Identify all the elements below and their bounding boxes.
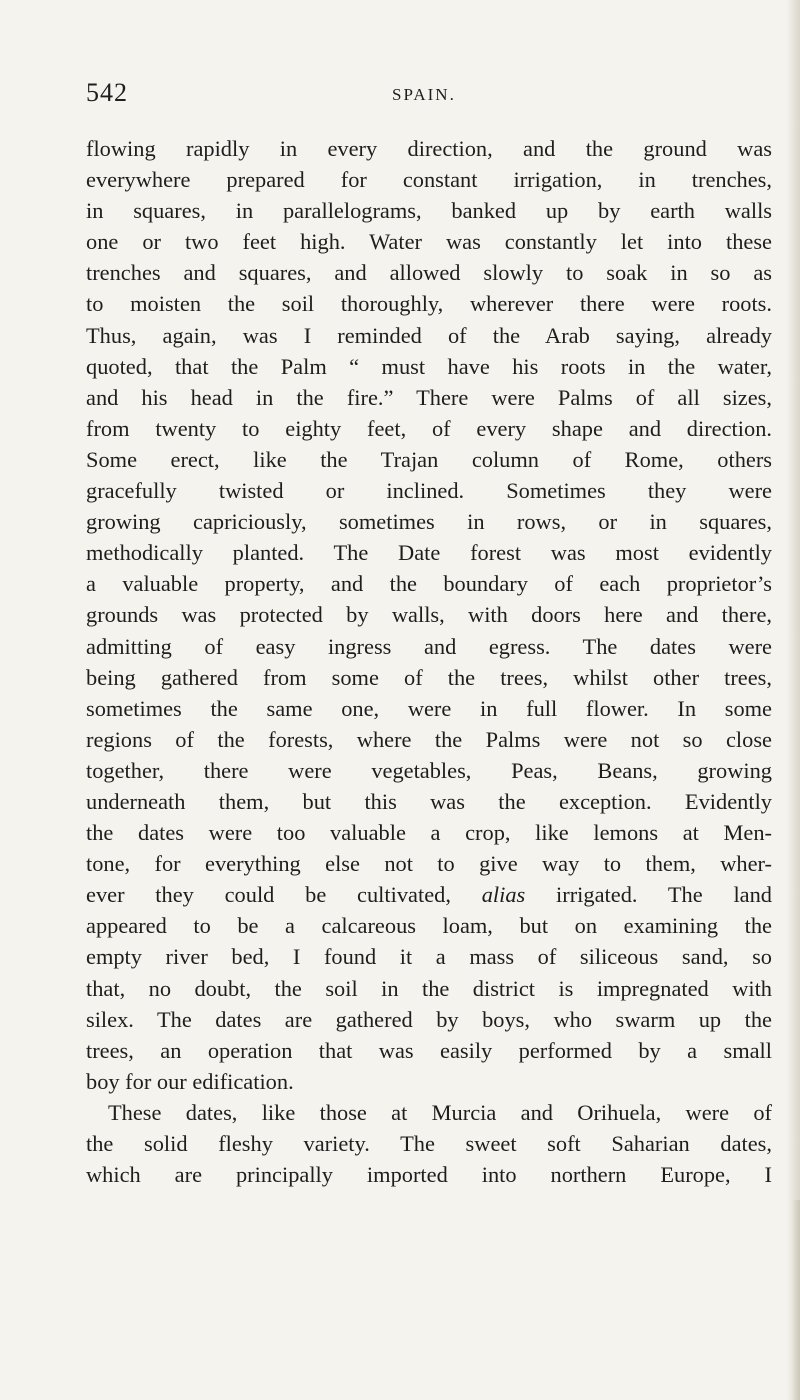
page-edge-shadow: [786, 0, 800, 1400]
text-line: to moisten the soil thoroughly, wherever there were roots.: [86, 291, 772, 317]
text-line: grounds was protected by walls, with doors here and there,: [86, 602, 772, 628]
text-line: being gathered from some of the trees, whilst other trees,: [86, 664, 772, 690]
text-line: together, there were vegetables, Peas, Beans, growing: [86, 757, 772, 783]
running-head: [86, 78, 772, 114]
text-line: trees, an operation that was easily performed by a small: [86, 1037, 772, 1063]
text-line: appeared to be a calcareous loam, but on examining the: [86, 913, 772, 939]
paragraph-end-line: boy for our edification.: [86, 1068, 294, 1094]
text-line: the solid fleshy variety. The sweet soft Saharian dates,: [86, 1131, 772, 1156]
text-line: Some erect, like the Trajan column of Rome, others: [86, 446, 772, 472]
text-line: admitting of easy ingress and egress. The dates were: [86, 633, 772, 659]
text-line: methodically planted. The Date forest was most evidently: [86, 540, 772, 566]
text-line: the dates were too valuable a crop, like lemons at Men-: [86, 820, 772, 846]
text-line: a valuable property, and the boundary of each proprietor’s: [86, 571, 772, 597]
text-line: silex. The dates are gathered by boys, who swarm up the: [86, 1006, 772, 1032]
text-line: gracefully twisted or inclined. Sometimes they were: [86, 478, 772, 504]
body-text: [86, 133, 772, 1190]
italic-word: alias: [481, 882, 526, 908]
text-line: quoted, that the Palm “ must have his roots in the water,: [86, 353, 772, 379]
running-title: SPAIN.: [392, 85, 456, 104]
text-line: flowing rapidly in every direction, and the ground was: [86, 136, 772, 161]
text-line: that, no doubt, the soil in the district is impregnated with: [86, 975, 772, 1001]
text-line: which are principally imported into northern Europe, I: [86, 1162, 772, 1188]
text-line: from twenty to eighty feet, of every shape and direction.: [86, 415, 772, 441]
text-line: tone, for everything else not to give way to them, wher-: [86, 851, 772, 877]
page-edge-stain: [792, 1200, 800, 1400]
paragraph-start-line: These dates, like those at Murcia and Orihuela, were of: [108, 1099, 772, 1125]
text-segment: irrigated. The land: [556, 882, 772, 908]
text-line: one or two feet high. Water was constantly let into these: [86, 229, 772, 255]
text-line-with-italic: [86, 879, 772, 910]
text-line: growing capriciously, sometimes in rows, or in squares,: [86, 509, 772, 535]
text-line: underneath them, but this was the exception. Evidently: [86, 788, 772, 814]
text-line: in squares, in parallelograms, banked up by earth walls: [86, 198, 772, 224]
text-line: Thus, again, was I reminded of the Arab saying, already: [86, 322, 772, 348]
text-line: trenches and squares, and allowed slowly to soak in so as: [86, 260, 772, 286]
text-line: regions of the forests, where the Palms were not so close: [86, 726, 772, 752]
text-line: everywhere prepared for constant irrigation, in trenches,: [86, 167, 772, 193]
text-line: sometimes the same one, were in full flower. In some: [86, 695, 772, 721]
text-line: empty river bed, I found it a mass of siliceous sand, so: [86, 944, 772, 970]
page-number: 542: [86, 78, 128, 107]
text-segment: ever they could be cultivated,: [86, 882, 451, 908]
text-line: and his head in the fire.” There were Palms of all sizes,: [86, 384, 772, 410]
